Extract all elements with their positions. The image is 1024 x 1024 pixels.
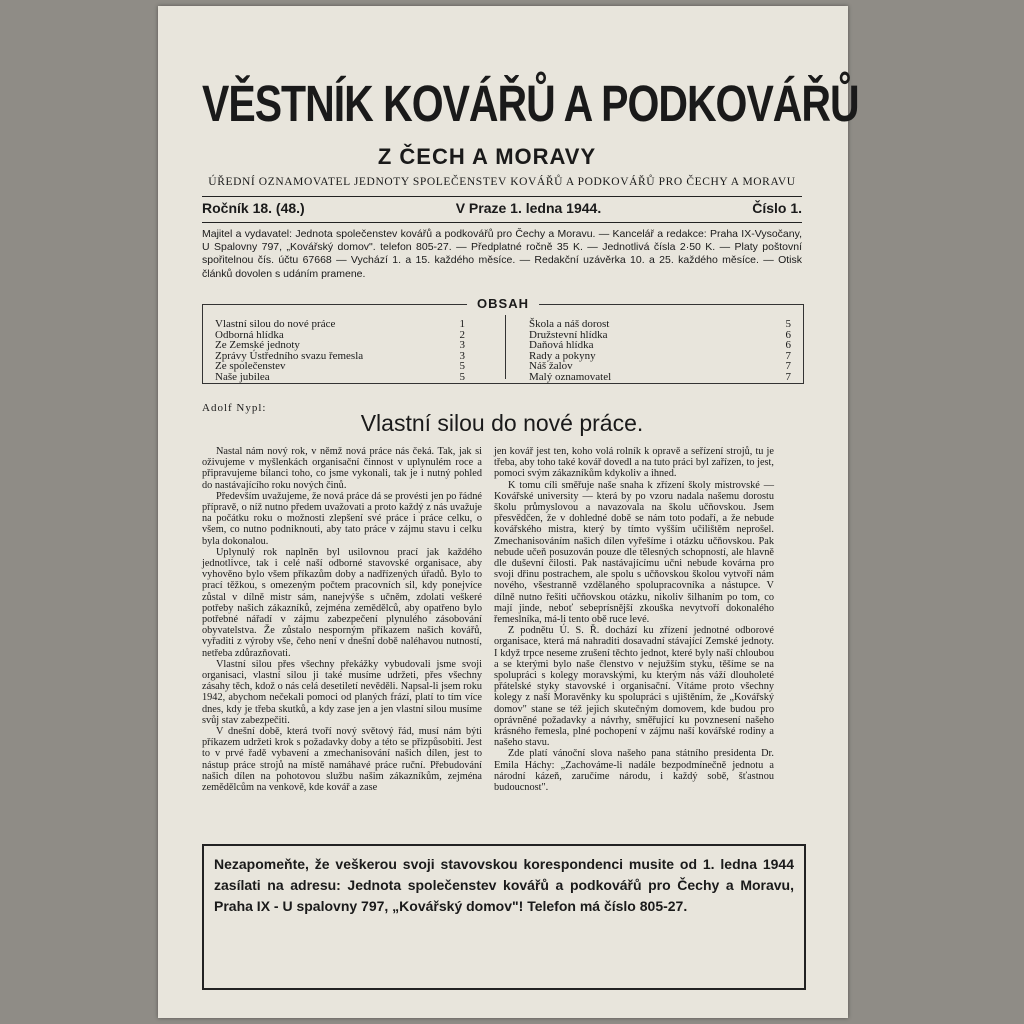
top-rule (202, 196, 802, 197)
toc-entry-page: 7 (785, 360, 791, 372)
article-title: Vlastní silou do nové práce. (360, 410, 644, 436)
toc-entry (529, 361, 791, 372)
toc-entry-page: 5 (785, 318, 791, 330)
toc-entry-label: Rady a pokyny (529, 349, 596, 362)
toc-entry-label: Škola a náš dorost (529, 318, 610, 330)
toc-entry (529, 340, 791, 351)
toc-entry-page: 2 (459, 328, 465, 341)
article-paragraph: V dnešní době, která tvoří nový světový řád, musí nám býti příkazem udržeti krok s požadavky doby a této se přizpůsobiti. Jest to v prvé řadě vybavení a zmechanisování našich dílen, jest to nástup práce strojů na místě namáhavé práce ruční. Přebudování našich dílen na pohotovou službu našim zákazníkům, zejména zemědělcům na venkově, kde kovář a zase (202, 726, 482, 794)
article-paragraph: Vlastní silou přes všechny překážky vybudovali jsme svoji organisaci, vlastní silou ji také musíme udržeti, přes všechny zásahy těch, kdož o nás celá desetiletí nevěděli. Napsal-li jsem roku 1942, abychom nečekali pomoci od planých frází, platí to tím více dnes, kdy je třeba skutků, a kdy zase jen a jen vlastní silou musíme svůj stav zabezpečiti. (202, 658, 482, 726)
notice-box (202, 844, 806, 990)
article-paragraph: Zde platí vánoční slova našeho pana státního presidenta Dr. Emila Háchy: „Zachováme-li nadále bezpodmínečně jednotu a národní kázeň, zaručíme národu, i každý sobě, šťastnou budoucnost". (494, 748, 774, 794)
toc-entry-label: Vlastní silou do nové práce (215, 318, 336, 330)
toc-entry-page: 3 (459, 349, 465, 362)
article-paragraph: jen kovář jest ten, koho volá rolník k opravě a seřízení strojů, tu je třeba, aby toho také kovář dovedl a na tuto práci byl zařízen, to jest, pomoci svým zákazníkům kdykoliv a ihned. (494, 446, 774, 480)
masthead-subtitle: Z ČECH A MORAVY (377, 144, 597, 169)
toc-entry-label: Ze společenstev (215, 360, 286, 372)
toc-entry-label: Zprávy Ústředního svazu řemesla (215, 349, 364, 362)
toc-entry-label: Malý oznamovatel (529, 370, 612, 383)
volume-label: Ročník 18. (48.) (202, 200, 305, 216)
toc-entry-label: Družstevní hlídka (529, 328, 608, 341)
toc-entry-page: 5 (459, 370, 465, 383)
notice-text: Nezapomeňte, že veškerou svoji stavovskou korespondenci musite od 1. ledna 1944 zasílati na adresu: Jednota společenstev kovářů a podkovářů pro Čechy a Moravu, Praha IX - U spalovny 797, „Kovářský domov"! Telefon má číslo 805-27. (214, 856, 794, 914)
toc-entry (215, 361, 465, 372)
info-rule (202, 222, 802, 223)
imprint-text: Majitel a vydavatel: Jednota společenstev kovářů a podkovářů pro Čechy a Moravu. — Kancelář a redakce: Praha IX-Vysočany, U Spalovny 797, „Kovářský domov". telefon 805-27. — Předplatné ročně 35 K. — Jednotlivá čísla 2·50 K. — Platy poštovní spořitelnou čís. účtu 67668 — Vychází 1. a 15. každého měsíce. — Redakční uzávěrka 10. a 25. každého měsíce. — Otisk článků dovolen s udáním pramene. (202, 228, 802, 280)
toc-entry-label: Náš žalov (529, 360, 573, 372)
toc-right-column (529, 319, 791, 382)
toc-entry-page: 6 (785, 328, 791, 341)
newspaper-page (158, 6, 859, 1018)
toc-entry-label: Daňová hlídka (529, 339, 594, 351)
toc-entry-page: 3 (459, 339, 465, 351)
toc-entry-page: 6 (785, 339, 791, 351)
masthead-title: VĚSTNÍK KOVÁŘŮ A PODKOVÁŘŮ (202, 74, 859, 133)
toc-entry (215, 319, 465, 330)
article-column-right (494, 446, 774, 793)
article-paragraph: K tomu cíli směřuje naše snaha k zřízení školy mistrovské — Kovářské university — která by po vzoru nadala našemu dorostu školu průmyslovou a navazovala na školu učňovskou. Jsem přesvědčen, že v dohledné době se nám toto podaří, a že nebude kovářského mistra, který by tímto vyšším učilištěm neprošel. Zmechanisováním našich dílen vyřešíme i otázku učňovskou. Pak nebude učeň posuzován pouze dle tělesných schopností, ale hlavně dle duševní čilosti. Pak nastávajícímu učni nebude kovárna pro svoji dřinu postrachem, ale spolu s učňovskou školou vytvoří nám nového, všestranně vzdělaného spolupracovníka a nástupce. V dílně nutno řešiti učňovskou otázku, nikoliv šilhaním po tom, co mají jinde, neboť sebeprísnější zkouška nevytvoří dokonalého řemeslníka, má-li tento obě ruce levé. (494, 479, 774, 626)
issue-info-line (202, 200, 802, 216)
article-paragraph: Nastal nám nový rok, v němž nová práce nás čeká. Tak, jak si oživujeme v myšlenkách organisační činnost v uplynulém roce a připravujeme bilanci toho, co jsme vykonali, tak je i nutný pohled do nastávajícího roku nových činů. (202, 446, 482, 491)
toc-entry-page: 7 (785, 370, 791, 383)
toc-left-column (215, 319, 465, 382)
toc-entry-page: 1 (459, 318, 465, 330)
issue-number: Číslo 1. (752, 200, 802, 216)
toc-entry-page: 7 (785, 349, 791, 362)
article-author: Adolf Nypl: (202, 402, 267, 414)
toc-entry (215, 340, 465, 351)
toc-entry-page: 5 (459, 360, 465, 372)
toc-entry-label: Naše jubilea (215, 370, 270, 383)
toc-entry (529, 319, 791, 330)
place-date: V Praze 1. ledna 1944. (455, 200, 602, 216)
toc-entry-label: Odborná hlídka (215, 328, 284, 341)
masthead-tagline: ÚŘEDNÍ OZNAMOVATEL JEDNOTY SPOLEČENSTEV KOVÁŘŮ A PODKOVÁŘŮ PRO ČECHY A MORAVU (208, 176, 796, 188)
toc-entry-label: Ze Zemské jednoty (215, 339, 300, 351)
toc-title: OBSAH (467, 296, 539, 311)
toc-divider (505, 315, 506, 379)
toc-entry (529, 372, 791, 383)
article-paragraph: Uplynulý rok naplněn byl usilovnou prací jak každého jednotlivce, tak i celé naší odborné stavovské organisace, aby vyhověno bylo všem příkazům doby a nadřízených úřadů. Bylo to prací těžkou, s omezeným počtem pracovních sil, kdy ponejvíce zůstal v dílně mistr sám, nanejvýše s učněm, zdolati veškeré potřeby našich zákazníků, zejména zemědělců, aby opatřeno bylo potřebné nářadí v zájmu zabezpečení plynulého zásobování obyvatelstva. Že zůstalo nesporným příkazem našich kovářů, vyřaditi z výroby vše, čeho není v dnešní době naléhavou nutností, netřeba zdůrazňovati. (202, 546, 482, 659)
article-column-left (202, 446, 482, 793)
table-of-contents (202, 296, 804, 384)
article-paragraph: Především uvažujeme, že nová práce dá se provésti jen po řádné přípravě, o níž nutno předem uvažovati a proto každý z nás uvažuje na počátku roku o možnosti zlepšení své práce i práce celku, o všem, co nutno podniknouti, aby tato práce v zájmu stavu i celku byla dokonalou. (202, 490, 482, 547)
article-paragraph: Z podnětu Ú. S. Ř. dochází ku zřízení jednotné odborové organisace, která má nahraditi dosavadní stávající Zemské jednoty. I když trpce neseme zrušení těchto jednot, které byly naší chloubou a se kterými bylo naše členstvo v nejužším styku, těšíme se na spolupráci s kolegy moravskými, ku kterým nás váží dlouholeté přátelské styky stavovské i organisační. Vítáme proto všechny kolegy z naší Moravěnky ku spolupráci s ujištěním, že „Kovářský domov" stane se též jejich skutečným domovem, kde budou pro oprávněné požadavky a návrhy, směřující ku povznesení našeho krásného řemesla, plné pochopení v zájmu naší kovářské rodiny a našeho stavu. (494, 625, 774, 749)
toc-entry (215, 372, 465, 383)
